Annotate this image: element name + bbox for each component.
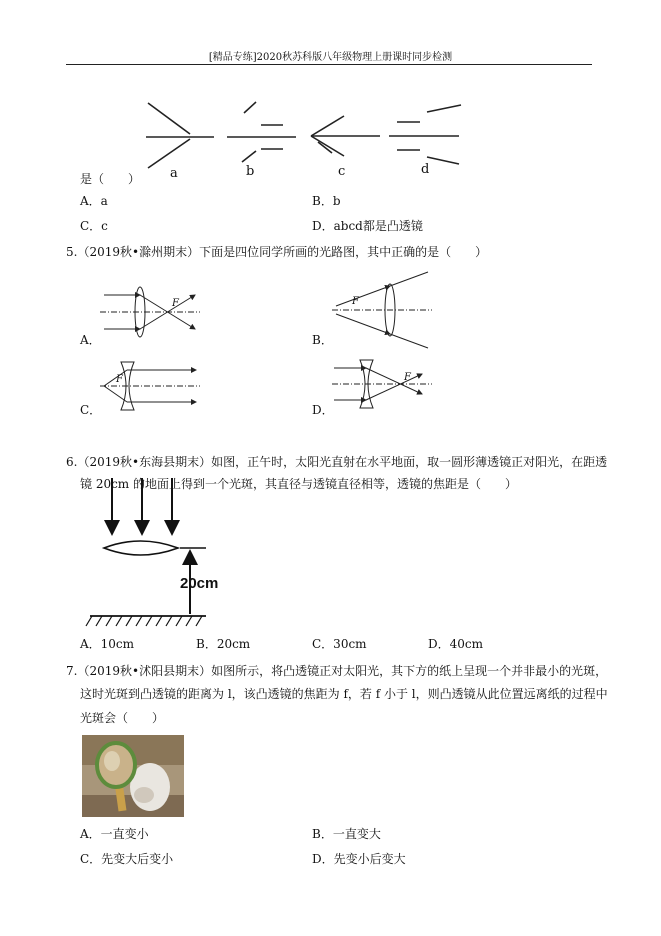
q4-label-b: b — [246, 164, 255, 179]
q7-option-d: D．先变小后变大 — [312, 852, 406, 866]
q6-option-c: C．30cm — [312, 637, 367, 651]
q6-stem-line2: 镜 20cm 的地面上得到一个光斑，其直径与透镜直径相等，透镜的焦距是（ ） — [80, 477, 518, 491]
q4-option-c: C．c — [80, 219, 108, 233]
q5-stem: 5.（2019秋•滁州期末）下面是四位同学所画的光路图，其中正确的是（ ） — [66, 245, 488, 259]
q6-option-b: B．20cm — [196, 637, 251, 651]
q6-distance-label: 20cm — [180, 575, 219, 592]
q4-label-a: a — [170, 166, 178, 181]
q5-option-a: A． — [80, 333, 101, 347]
q6-option-d: D．40cm — [428, 637, 483, 651]
q5-option-b: B． — [312, 333, 333, 347]
q4-option-b: B．b — [312, 194, 341, 208]
q5-d-focus-label: F — [404, 372, 411, 383]
q6-option-a: A．10cm — [80, 637, 135, 651]
q5-a-focus-label: F — [172, 298, 179, 309]
q7-option-b: B．一直变大 — [312, 827, 381, 841]
q4-label-d: d — [421, 162, 430, 177]
q4-option-d: D．abcd都是凸透镜 — [312, 219, 423, 233]
q5-b-focus-label: F — [352, 296, 359, 307]
q5-option-d: D． — [312, 403, 334, 417]
q7-option-a: A．一直变小 — [80, 827, 149, 841]
q7-option-c: C．先变大后变小 — [80, 852, 174, 866]
q4-option-a: A．a — [80, 194, 108, 208]
q7-stem-line2: 这时光斑到凸透镜的距离为 l，该凸透镜的焦距为 f，若 f 小于 l，则凸透镜从此位置远离纸的过程中 — [80, 687, 608, 701]
page-header-title: [精品专练]2020秋苏科版八年级物理上册课时同步检测 — [208, 52, 453, 63]
q7-stem-line1: 7.（2019秋•沭阳县期末）如图所示，将凸透镜正对太阳光，其下方的纸上呈现一个并非最小的光斑， — [66, 664, 608, 678]
q7-stem-line3: 光斑会（ ） — [80, 711, 165, 725]
q6-stem-line1: 6.（2019秋•东海县期末）如图，正午时，太阳光直射在水平地面，取一圆形薄透镜正对阳光，在距透 — [66, 455, 608, 469]
q4-stem-tail: 是（ ） — [80, 172, 141, 186]
q7-magnifier-photo — [82, 735, 184, 817]
q5-c-focus-label: F — [116, 374, 123, 385]
q4-label-c: c — [338, 164, 346, 179]
q5-option-c: C． — [80, 403, 102, 417]
